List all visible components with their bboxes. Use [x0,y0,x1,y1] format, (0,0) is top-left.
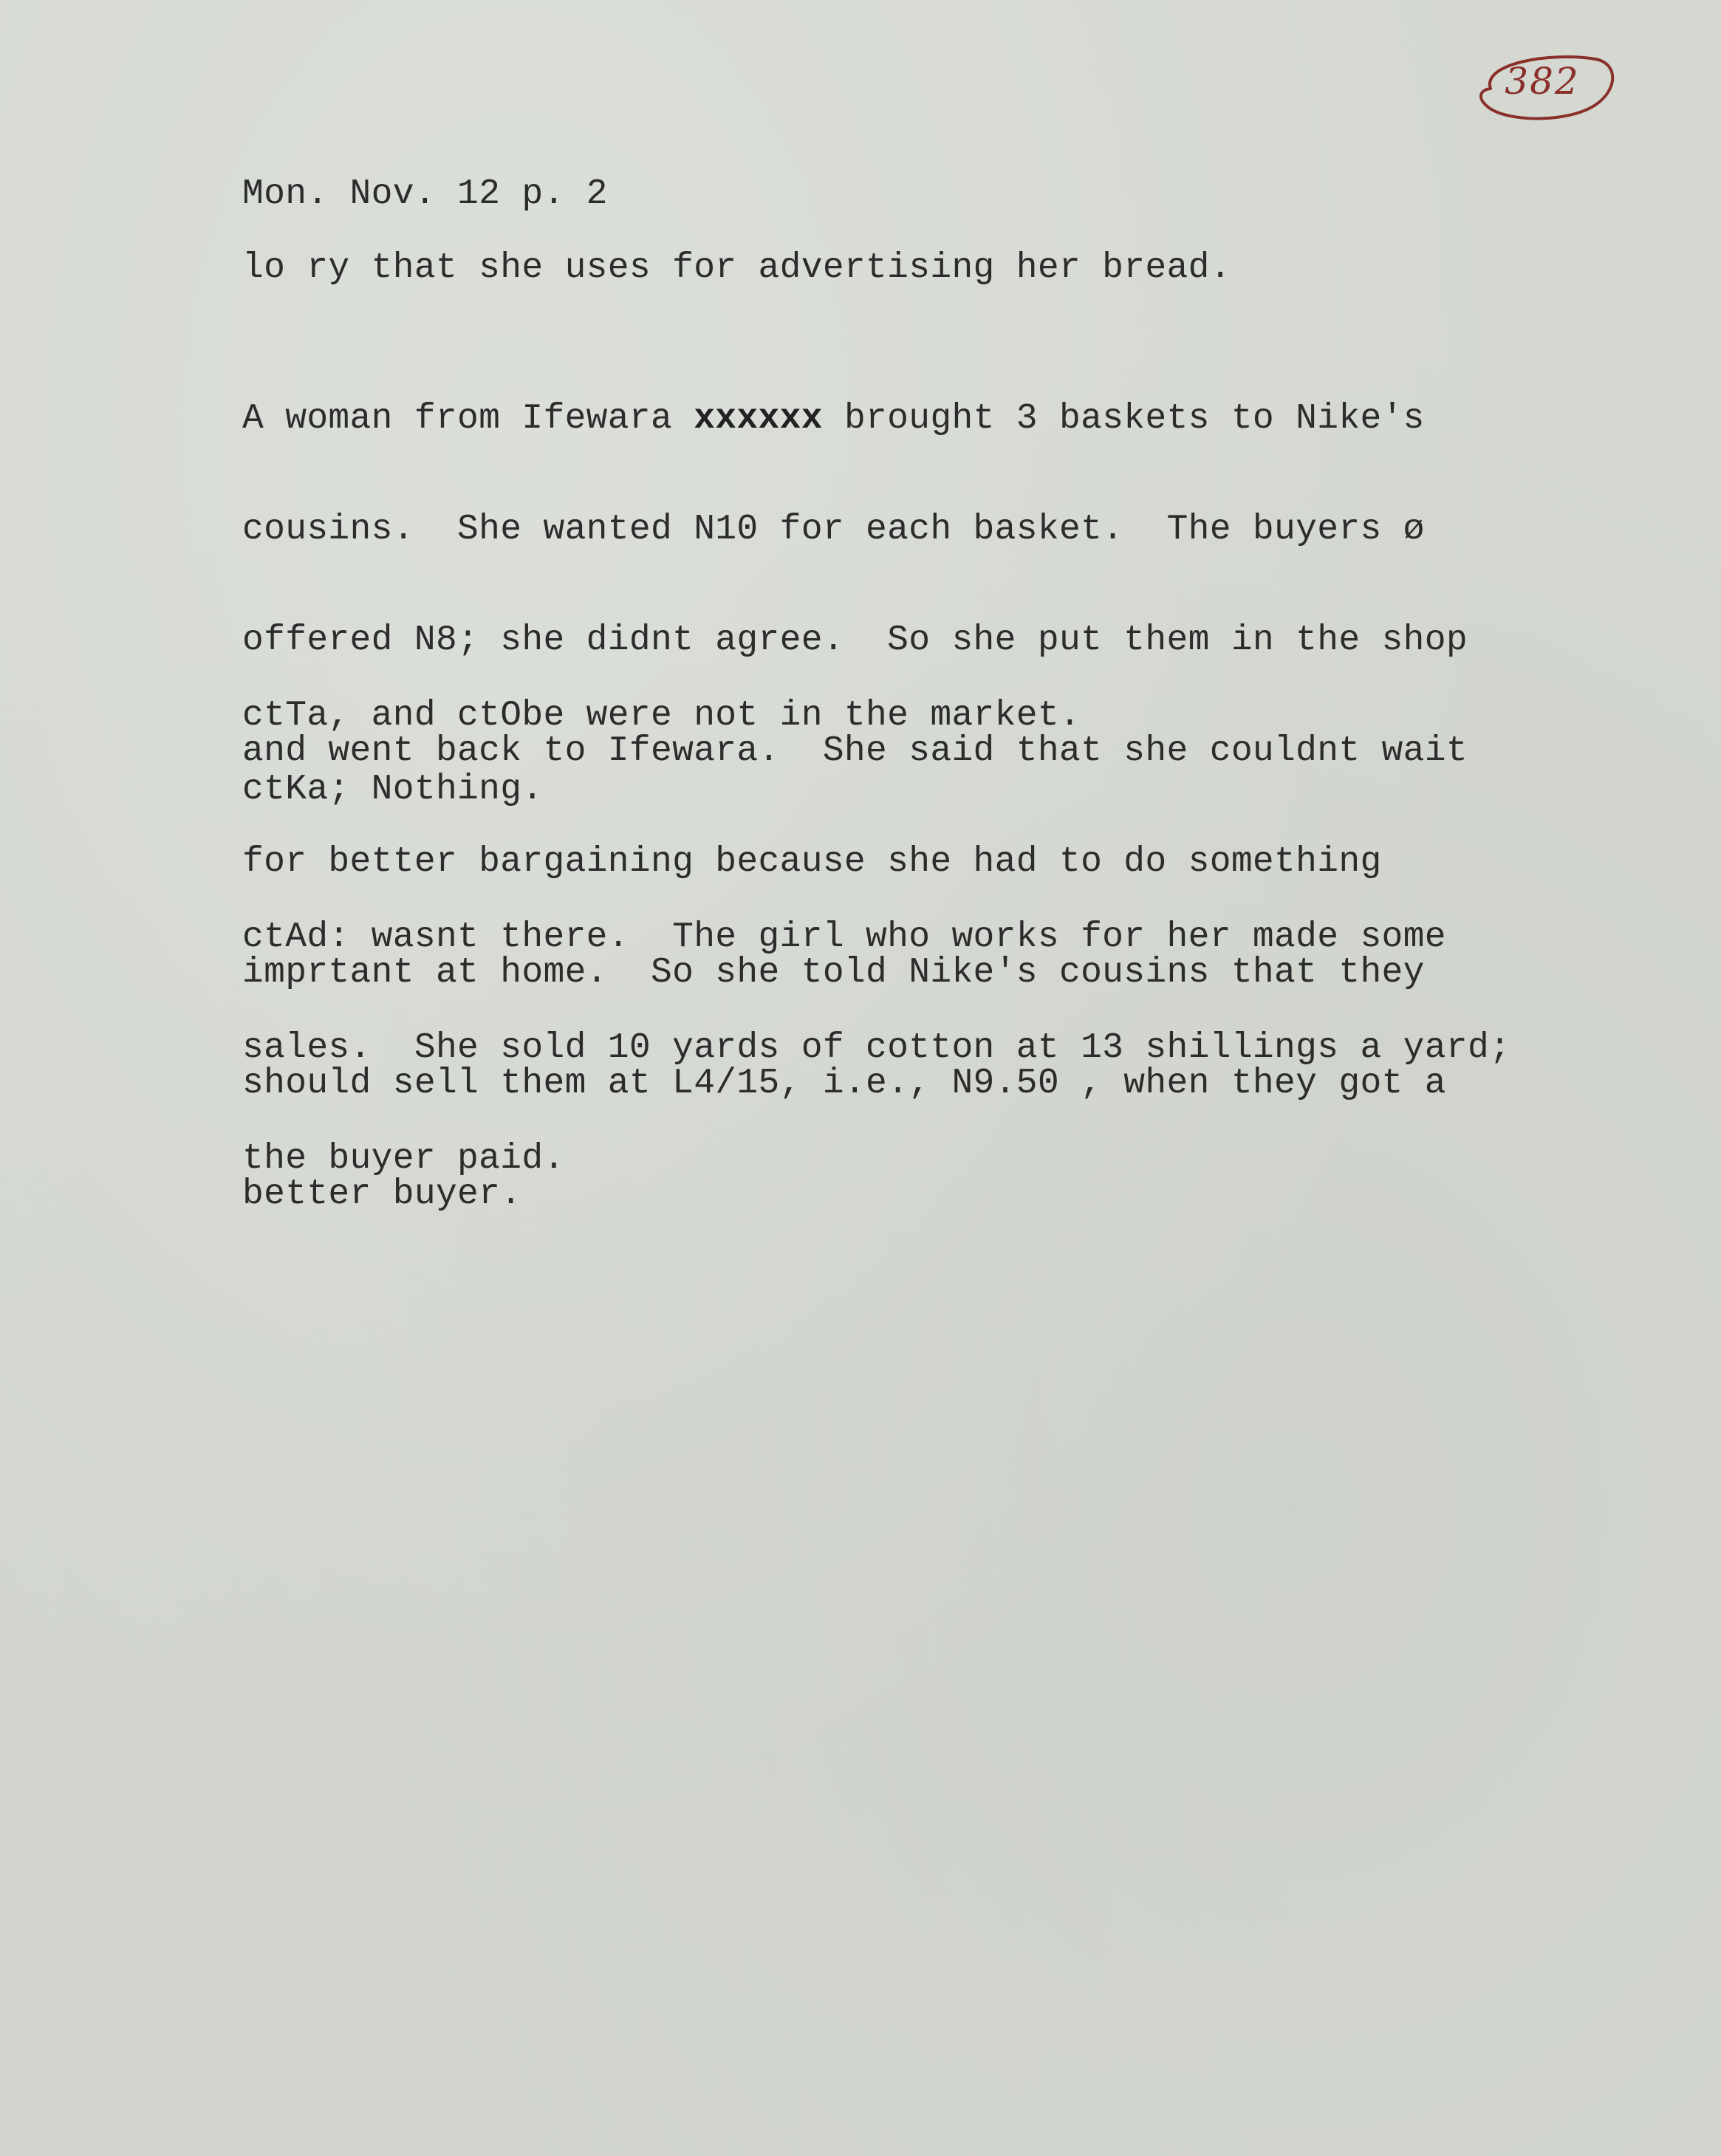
document-header: Mon. Nov. 12 p. 2 [242,174,608,214]
paragraph-2-line-1-end: brought 3 baskets to Nike's [822,399,1425,439]
paragraph-2-line-6: imprtant at home. So she told Nike's cousins that they [242,953,1425,993]
paragraph-5-line-3: the buyer paid. [242,1139,565,1179]
paragraph-2-line-7: should sell them at L4/15, i.e., N9.50 , when they got a [242,1064,1446,1103]
paragraph-2-line-3: offered N8; she didnt agree. So she put them in the shop [242,620,1468,660]
paragraph-5-line-1: ctAd: wasnt there. The girl who works for her made some [242,917,1446,957]
paragraph-5-line-2: sales. She sold 10 yards of cotton at 13 shillings a yard; [242,1028,1511,1068]
paragraph-2-line-4: and went back to Ifewara. She said that she couldnt wait [242,731,1468,771]
page-number-text: 382 [1505,60,1580,103]
paragraph-5 [242,842,1511,1251]
paragraph-3: ctTa, and ctObe were not in the market. [242,696,1081,736]
paragraph-2-line-2: cousins. She wanted N10 for each basket. The buyers ø [242,510,1425,550]
paragraph-1: lo ry that she uses for advertising her bread. [242,248,1231,288]
paragraph-2-line-1 [242,400,1468,437]
page-number-stamp [1461,46,1624,127]
struck-out-text: xxxxxx [694,399,823,439]
paragraph-2-line-8: better buyer. [242,1174,522,1214]
paragraph-2-line-1-start: A woman from Ifewara [242,399,694,439]
paragraph-2-line-5: for better bargaining because she had to do something [242,842,1382,882]
paragraph-4: ctKa; Nothing. [242,770,544,810]
